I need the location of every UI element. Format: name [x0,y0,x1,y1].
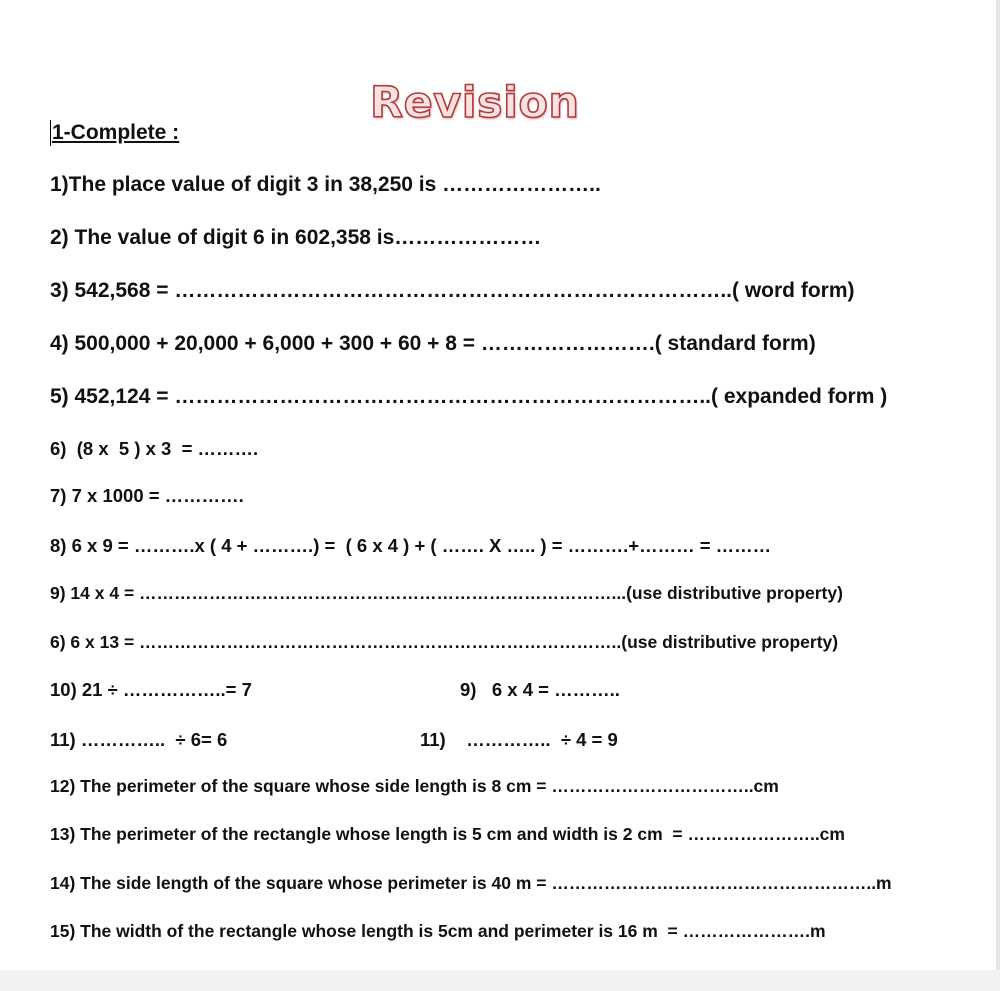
question-5: 5) 452,124 = …………………………………………………………………..( expanded form ) [50,385,888,408]
question-15: 14) The side length of the square whose perimeter is 40 m = ………………………………………………..m [50,873,892,893]
bottom-margin [0,970,1000,991]
vertical-scrollbar[interactable] [996,0,1000,970]
question-12-right: 11) ………….. ÷ 4 = 9 [420,729,618,750]
question-13: 12) The perimeter of the square whose side length is 8 cm = ……………………………..cm [50,776,779,796]
question-14: 13) The perimeter of the rectangle whose length is 5 cm and width is 2 cm = …………………..cm [50,824,845,844]
question-4: 4) 500,000 + 20,000 + 6,000 + 300 + 60 + 8 = …………………….( standard form) [50,332,816,355]
question-12-left: 11) ………….. ÷ 6= 6 [50,729,228,750]
page-title: Revision [370,78,580,128]
question-3: 3) 542,568 = ……………………………………………………………………..( word form) [50,279,855,302]
question-11-left: 10) 21 ÷ ……………..= 7 [50,679,252,700]
question-2: 2) The value of digit 6 in 602,358 is………………… [50,226,542,249]
question-8: 8) 6 x 9 = ……….x ( 4 + ……….) = ( 6 x 4 ) + ( ……. X ….. ) = ……….+……… = ……… [50,535,772,556]
question-7: 7) 7 x 1000 = …………. [50,485,244,506]
question-16: 15) The width of the rectangle whose length is 5cm and perimeter is 16 m = ………………….m [50,921,826,941]
question-9: 9) 14 x 4 = ………………………………………………………………………...(use distributive property) [50,583,843,603]
question-1: 1)The place value of digit 3 in 38,250 is ………………….. [50,173,601,196]
section-heading: 1-Complete : [52,121,180,144]
question-10: 6) 6 x 13 = ………………………………………………………………………..(use distributive property) [50,632,839,652]
question-6: 6) (8 x 5 ) x 3 = ………. [50,438,259,459]
question-11-right: 9) 6 x 4 = ……….. [460,679,620,700]
